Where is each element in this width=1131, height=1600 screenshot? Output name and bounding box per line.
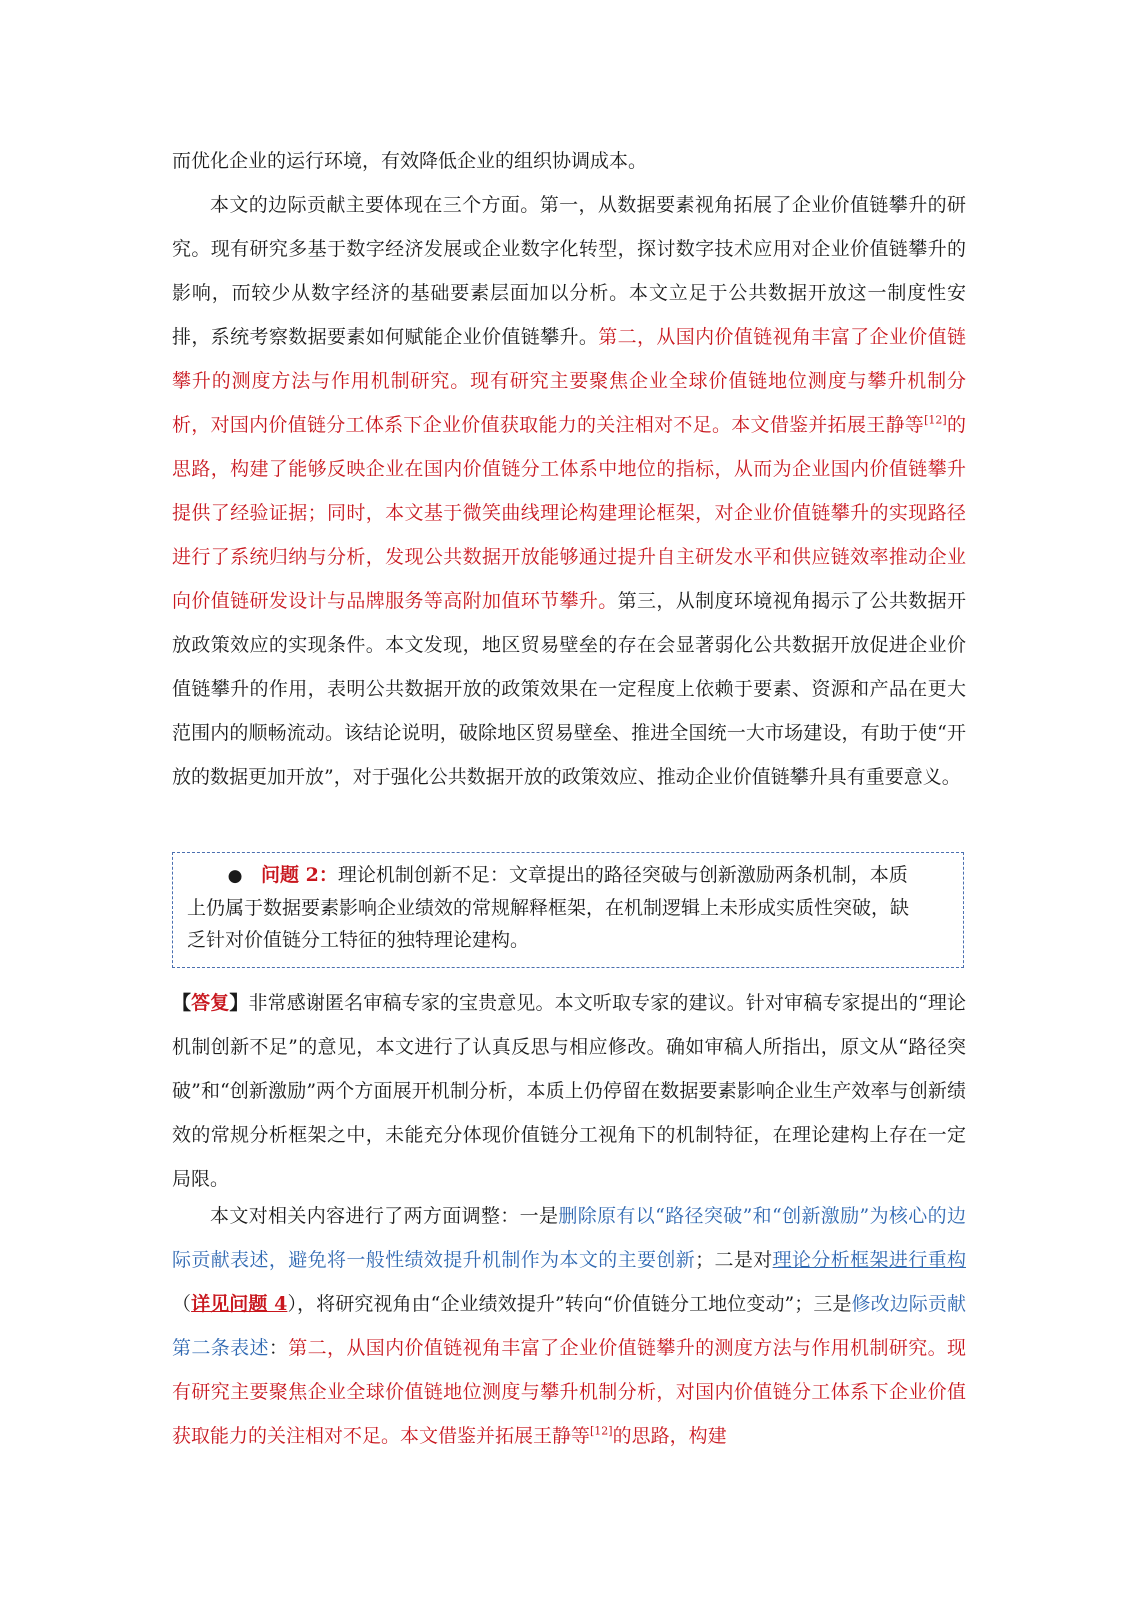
citation-ref[interactable]: [12] xyxy=(924,413,947,427)
revised-statement: 第二，从国内价值链视角丰富了企业价值链攀升的测度方法与作用机制研究。现有研究主要聚焦企业全球价值链地位测度与攀升机制分析，对国内价值链分工体系下企业价值获取能力的关注相对不足。本文借鉴并拓展王静等 xyxy=(172,1337,966,1447)
contribution-second: 第二，从国内价值链视角丰富了企业价值链攀升的测度方法与作用机制研究。现有研究主要聚焦企业全球价值链地位测度与攀升机制分析，对国内价值链分工体系下企业价值获取能力的关注相对不足。本文借鉴并拓展王静等 xyxy=(172,326,966,436)
revision-two-link[interactable]: 理论分析框架进行重构 xyxy=(772,1249,966,1271)
bullet-icon: ● xyxy=(227,866,243,886)
paren-open: （ xyxy=(172,1293,192,1315)
paragraph-reply xyxy=(172,981,966,1201)
contribution-first: 本文的边际贡献主要体现在三个方面。第一，从数据要素视角拓展了企业价值链攀升的研究。现有研究多基于数字经济发展或企业数字化转型，探讨数字技术应用对企业价值链攀升的影响，而较少从数字经济的基础要素层面加以分析。本文立足于公共数据开放这一制度性安排，系统考察数据要素如何赋能企业价值链攀升。 xyxy=(172,194,966,348)
reply-mark: 【答复】 xyxy=(172,992,249,1014)
question-colon: ： xyxy=(318,864,338,886)
revision-colon: ： xyxy=(268,1337,289,1359)
question-text-1: 理论机制创新不足：文章提出的路径突破与创新激励两条机制，本质 xyxy=(337,864,908,886)
revision-intro: 本文对相关内容进行了两方面调整：一是 xyxy=(210,1205,559,1227)
question-line-1 xyxy=(187,859,947,892)
paragraph-revisions xyxy=(172,1194,966,1458)
paragraph-contributions xyxy=(172,183,966,799)
contribution-third: 第三，从制度环境视角揭示了公共数据开放政策效应的实现条件。本文发现，地区贸易壁垒的存在会显著弱化公共数据开放促进企业价值链攀升的作用，表明公共数据开放的政策效果在一定程度上依赖于要素、资源和产品在更大范围内的顺畅流动。该结论说明，破除地区贸易壁垒、推进全国统一大市场建设，有助于使“开放的数据更加开放”，对于强化公共数据开放的政策效应、推动企业价值链攀升具有重要意义。 xyxy=(172,590,966,788)
question-label: 问题 2 xyxy=(261,864,319,886)
revision-three: 修改边际贡献第二条表述 xyxy=(172,1293,966,1359)
revision-two-tail: ），将研究视角由“企业绩效提升”转向“价值链分工地位变动”；三是 xyxy=(287,1293,852,1315)
paragraph-intro-tail: 而优化企业的运行环境，有效降低企业的组织协调成本。 xyxy=(172,150,648,172)
reply-label: 答复 xyxy=(191,992,230,1014)
see-question-4-link[interactable]: 详见问题 4 xyxy=(191,1293,288,1315)
citation-ref-2[interactable]: [12] xyxy=(590,1424,613,1438)
question-line-2: 上仍属于数据要素影响企业绩效的常规解释框架，在机制逻辑上未形成实质性突破，缺 xyxy=(187,897,910,919)
question-line-3: 乏针对价值链分工特征的独特理论建构。 xyxy=(187,929,530,951)
reviewer-question-box xyxy=(172,852,964,968)
reply-text: 非常感谢匿名审稿专家的宝贵意见。本文听取专家的建议。针对审稿专家提出的“理论机制创新不足”的意见，本文进行了认真反思与相应修改。确如审稿人所指出，原文从“路径突破”和“创新激励”两个方面展开机制分析，本质上仍停留在数据要素影响企业生产效率与创新绩效的常规分析框架之中，未能充分体现价值链分工视角下的机制特征，在理论建构上存在一定局限。 xyxy=(172,992,966,1190)
revision-two-lead: ；二是对 xyxy=(695,1249,773,1271)
contribution-second-cont: 的思路，构建了能够反映企业在国内价值链分工体系中地位的指标，从而为企业国内价值链攀升提供了经验证据；同时，本文基于微笑曲线理论构建理论框架，对企业价值链攀升的实现路径进行了系统归纳与分析，发现公共数据开放能够通过提升自主研发水平和供应链效率推动企业向价值链研发设计与品牌服务等高附加值环节攀升。 xyxy=(172,414,966,612)
revision-one: 删除原有以“路径突破”和“创新激励”为核心的边际贡献表述，避免将一般性绩效提升机制作为本文的主要创新 xyxy=(172,1205,966,1271)
revised-statement-cont: 的思路，构建 xyxy=(612,1425,727,1447)
